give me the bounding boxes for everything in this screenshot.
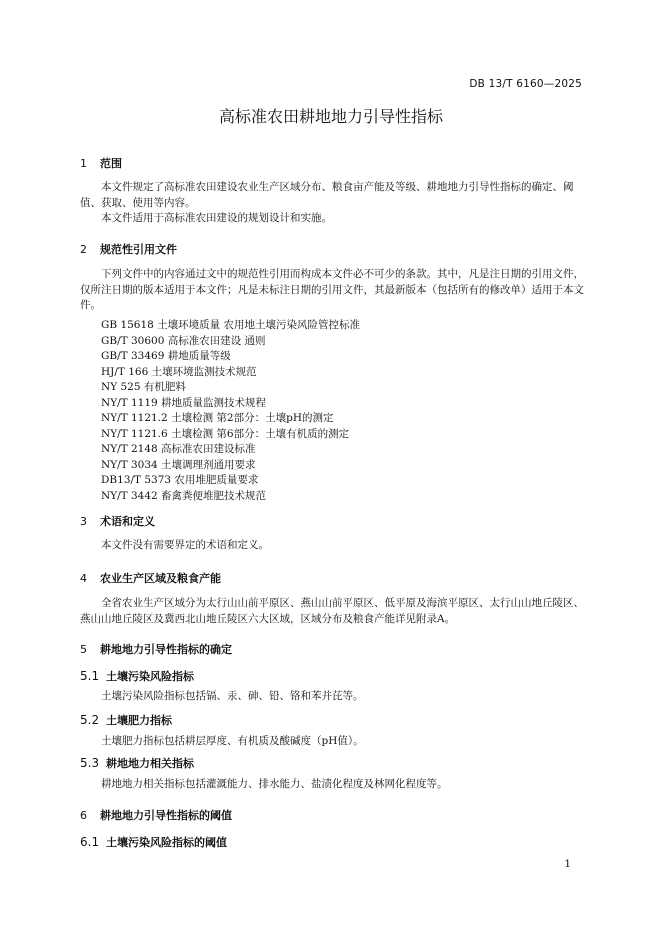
- section-number: 1: [80, 157, 87, 170]
- reference-item: NY 525 有机肥料: [101, 381, 186, 393]
- reference-item: NY/T 1121.6 土壤检测 第6部分：土壤有机质的测定: [101, 427, 350, 440]
- reference-item: NY/T 3442 畜禽粪便堆肥技术规范: [101, 489, 267, 502]
- reference-item: DB13/T 5373 农用堆肥质量要求: [101, 474, 259, 486]
- subsection-number: 6.1: [80, 835, 100, 849]
- section-number: 4: [80, 572, 87, 585]
- section-1-paragraph-1: 本文件规定了高标准农田建设农业生产区域分布、粮食亩产能及等级、耕地地力引导性指标的确定、阈值、获取、使用等内容。: [80, 181, 574, 209]
- section-1-heading: [80, 155, 122, 171]
- section-title: 范围: [100, 157, 122, 170]
- section-5-3-paragraph: 耕地地力相关指标包括灌溉能力、排水能力、盐渍化程度及林网化程度等。: [101, 778, 448, 790]
- section-3-heading: [80, 513, 155, 529]
- reference-item: NY/T 1119 耕地质量监测技术规程: [101, 396, 267, 409]
- subsection-title: 耕地地力相关指标: [106, 757, 194, 770]
- subsection-number: 5.3: [80, 756, 100, 770]
- section-5-2-paragraph: 土壤肥力指标包括耕层厚度、有机质及酸碱度（pH值）。: [101, 735, 364, 747]
- reference-item: GB/T 33469 耕地质量等级: [101, 350, 231, 362]
- normative-references-list: [101, 318, 360, 504]
- section-5-2-heading: [80, 712, 172, 728]
- section-5-1-heading: [80, 668, 194, 684]
- section-4-heading: [80, 570, 221, 586]
- section-4-paragraph-1: 全省农业生产区域分为太行山山前平原区、燕山山前平原区、低平原及海滨平原区、太行山山地丘陵区、燕山山地丘陵区及冀西北山地丘陵区六大区域，区域分布及粮食产能详见附录A。: [80, 597, 584, 625]
- section-6-1-heading: [80, 834, 227, 850]
- section-2-heading: [80, 241, 177, 257]
- reference-item: GB 15618 土壤环境质量 农用地土壤污染风险管控标准: [101, 319, 361, 331]
- reference-item: NY/T 2148 高标准农田建设标准: [101, 443, 256, 455]
- reference-item: HJ/T 166 土壤环境监测技术规范: [101, 365, 257, 378]
- reference-item: NY/T 3034 土壤调理剂通用要求: [101, 458, 256, 471]
- section-title: 农业生产区域及粮食产能: [100, 572, 221, 585]
- subsection-number: 5.1: [80, 669, 100, 683]
- subsection-title: 土壤污染风险指标的阈值: [106, 836, 227, 849]
- section-2-paragraph-1: 下列文件中的内容通过文中的规范性引用而构成本文件必不可少的条款。其中，凡是注日期的引用文件，仅所注日期的版本适用于本文件；凡是未标注日期的引用文件，其最新版本（包括所有的修改单）适用于本文件。: [80, 268, 584, 311]
- section-6-heading: [80, 807, 232, 823]
- subsection-number: 5.2: [80, 713, 100, 727]
- section-number: 6: [80, 809, 87, 822]
- section-5-1-paragraph: 土壤污染风险指标包括镉、汞、砷、铅、铬和苯并芘等。: [101, 690, 364, 702]
- section-title: 耕地地力引导性指标的确定: [100, 643, 232, 656]
- subsection-title: 土壤污染风险指标: [106, 670, 194, 683]
- section-5-3-heading: [80, 755, 194, 771]
- section-1-paragraph-2: 本文件适用于高标准农田建设的规划设计和实施。: [101, 212, 332, 224]
- section-3-paragraph-1: 本文件没有需要界定的术语和定义。: [101, 539, 269, 551]
- section-number: 5: [80, 643, 87, 656]
- section-title: 规范性引用文件: [100, 243, 177, 256]
- standard-number: DB 13/T 6160—2025: [469, 78, 582, 90]
- section-5-heading: [80, 641, 232, 657]
- reference-item: NY/T 1121.2 土壤检测 第2部分：土壤pH的测定: [101, 412, 334, 424]
- section-title: 耕地地力引导性指标的阈值: [100, 809, 232, 822]
- subsection-title: 土壤肥力指标: [106, 714, 172, 727]
- section-number: 3: [80, 515, 87, 528]
- document-title: 高标准农田耕地地力引导性指标: [218, 107, 443, 126]
- page-number: 1: [564, 858, 571, 870]
- section-number: 2: [80, 243, 87, 256]
- reference-item: GB/T 30600 高标准农田建设 通则: [101, 334, 266, 347]
- section-title: 术语和定义: [100, 515, 155, 528]
